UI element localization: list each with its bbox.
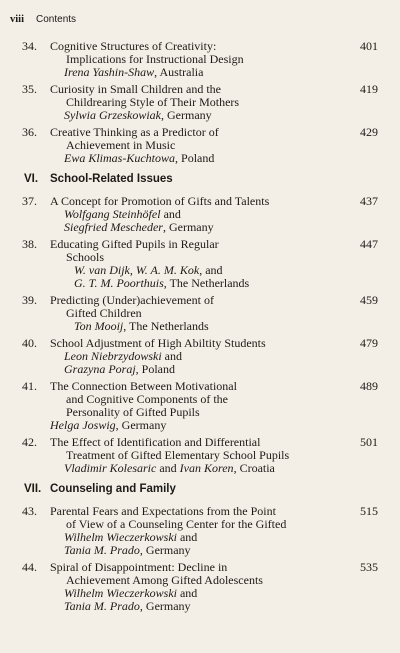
- entry-number: 42.: [22, 435, 37, 449]
- entry-page-number: 459: [360, 293, 378, 307]
- entry-title-line: Predicting (Under)achievement of: [50, 293, 214, 307]
- author-name: Ewa Klimas-Kuchtowa: [64, 151, 176, 165]
- section-heading: [24, 173, 400, 185]
- entry-page-number: 401: [360, 39, 378, 53]
- author-name: Ton Mooij: [74, 319, 124, 333]
- toc-entry: [0, 195, 400, 234]
- entry-title-line: Schools: [66, 250, 105, 264]
- entry-number: 40.: [22, 336, 37, 350]
- author-separator: and: [176, 530, 198, 544]
- author-separator: ,: [139, 543, 146, 557]
- entry-number: 44.: [22, 560, 37, 574]
- toc-entry: [0, 294, 400, 333]
- entry-author-line: [50, 109, 340, 122]
- entry-page-number: 501: [360, 435, 378, 449]
- author-country: Germany: [168, 220, 214, 234]
- author-separator: and: [176, 586, 198, 600]
- entry-number: 37.: [22, 194, 37, 208]
- entry-title-line: Educating Gifted Pupils in Regular: [50, 237, 219, 251]
- author-separator: ,: [162, 220, 169, 234]
- entry-title-line: of View of a Counseling Center for the Gifted: [66, 517, 287, 531]
- entry-title-line: A Concept for Promotion of Gifts and Talents: [50, 194, 270, 208]
- entry-title-block: [50, 238, 340, 290]
- entry-author-line: [50, 277, 340, 290]
- entry-number: 41.: [22, 379, 37, 393]
- author-name: Irena Yashin-Shaw: [64, 65, 155, 79]
- author-country: Australia: [159, 65, 204, 79]
- entry-title-line: The Effect of Identification and Differential: [50, 435, 261, 449]
- author-name: G. T. M. Poorthuis: [74, 276, 164, 290]
- entry-number: 43.: [22, 504, 37, 518]
- entry-author-line: [50, 600, 340, 613]
- entry-title-line: Achievement in Music: [66, 138, 176, 152]
- author-separator: ,: [139, 599, 146, 613]
- entry-author-line: [50, 221, 340, 234]
- entry-author-line: [50, 419, 340, 432]
- author-separator: ,: [163, 276, 170, 290]
- entry-title-block: [50, 561, 340, 613]
- entry-title-line: Curiosity in Small Children and the: [50, 82, 221, 96]
- section-number: VII.: [24, 483, 42, 495]
- entry-page-number: 429: [360, 125, 378, 139]
- entry-title-line: Achievement Among Gifted Adolescents: [66, 573, 263, 587]
- author-country: Germany: [145, 543, 191, 557]
- entry-title-line: School Adjustment of High Abiltity Students: [50, 336, 266, 350]
- entry-title-line: The Connection Between Motivational: [50, 379, 237, 393]
- entry-title-block: [50, 505, 340, 557]
- author-country: Germany: [121, 418, 167, 432]
- author-separator: ,: [161, 108, 167, 122]
- entry-author-line: [50, 152, 340, 165]
- toc-entry: [0, 238, 400, 290]
- entry-title-block: [50, 83, 340, 122]
- entry-title-line: Cognitive Structures of Creativity:: [50, 39, 217, 53]
- entry-title-line: Gifted Children: [66, 306, 142, 320]
- author-name: W. van Dijk, W. A. M. Kok: [74, 263, 200, 277]
- toc-entry: [0, 561, 400, 613]
- entry-title-line: Treatment of Gifted Elementary School Pupils: [66, 448, 290, 462]
- entry-number: 34.: [22, 39, 37, 53]
- toc-entry: [0, 83, 400, 122]
- section-title: Counseling and Family: [50, 483, 176, 495]
- author-separator: ,: [175, 151, 182, 165]
- author-country: , Croatia: [233, 461, 275, 475]
- section-title: School-Related Issues: [50, 173, 173, 185]
- toc-entry: [0, 436, 400, 475]
- entry-title-block: [50, 40, 340, 79]
- entry-number: 35.: [22, 82, 37, 96]
- section-number: VI.: [24, 173, 39, 185]
- running-header: [10, 14, 76, 25]
- section-heading: [24, 483, 400, 495]
- entry-author-line: [50, 320, 340, 333]
- author-name: Leon Niebrzydowski: [64, 349, 162, 363]
- toc-entry: [0, 40, 400, 79]
- entry-author-line: [50, 544, 340, 557]
- author-name: Ivan Koren: [179, 461, 234, 475]
- author-name: Wilhelm Wieczerkowski: [64, 586, 177, 600]
- author-separator: ,: [123, 319, 130, 333]
- entry-title-line: Implications for Instructional Design: [66, 52, 244, 66]
- entry-author-line: [50, 363, 340, 376]
- entry-author-line: [50, 66, 340, 79]
- entry-title-line: Personality of Gifted Pupils: [66, 405, 200, 419]
- entry-title-block: [50, 436, 340, 475]
- author-country: The Netherlands: [169, 276, 250, 290]
- page-folio: viii: [10, 14, 25, 25]
- entry-title-block: [50, 126, 340, 165]
- entry-page-number: 489: [360, 379, 378, 393]
- entry-title-line: Spiral of Disappointment: Decline in: [50, 560, 228, 574]
- entry-title-block: [50, 337, 340, 376]
- author-separator: and: [156, 461, 180, 475]
- author-country: Poland: [181, 151, 215, 165]
- entry-page-number: 479: [360, 336, 378, 350]
- author-name: Wolfgang Steinhöfel: [64, 207, 161, 221]
- author-country: Germany: [145, 599, 191, 613]
- author-separator: and: [161, 349, 182, 363]
- author-separator: ,: [135, 362, 142, 376]
- author-country: The Netherlands: [129, 319, 209, 333]
- entry-page-number: 515: [360, 504, 378, 518]
- author-separator: ,: [154, 65, 160, 79]
- author-name: Tania M. Prado: [64, 599, 140, 613]
- author-name: Wilhelm Wieczerkowski: [64, 530, 177, 544]
- author-country: Germany: [167, 108, 212, 122]
- toc-entry: [0, 505, 400, 557]
- entry-title-block: [50, 380, 340, 432]
- author-separator: ,: [115, 418, 122, 432]
- author-name: Helga Joswig: [50, 418, 116, 432]
- entry-title-block: [50, 294, 340, 333]
- table-of-contents: [0, 40, 400, 617]
- entry-title-line: and Cognitive Components of the: [66, 392, 228, 406]
- entry-page-number: 419: [360, 82, 378, 96]
- entry-title-line: Parental Fears and Expectations from the Point: [50, 504, 276, 518]
- author-separator: and: [160, 207, 181, 221]
- author-name: Tania M. Prado: [64, 543, 140, 557]
- entry-number: 39.: [22, 293, 37, 307]
- author-name: Siegfried Mescheder: [64, 220, 163, 234]
- author-name: Sylwia Grzeskowiak: [64, 108, 161, 122]
- entry-title-line: Childrearing Style of Their Mothers: [66, 95, 240, 109]
- running-title: Contents: [36, 14, 77, 25]
- author-separator: , and: [199, 263, 223, 277]
- entry-title-line: Creative Thinking as a Predictor of: [50, 125, 219, 139]
- toc-entry: [0, 337, 400, 376]
- entry-number: 36.: [22, 125, 37, 139]
- entry-number: 38.: [22, 237, 37, 251]
- author-name: Vladimir Kolesaric: [64, 461, 157, 475]
- author-name: Grazyna Poraj: [64, 362, 136, 376]
- entry-page-number: 437: [360, 194, 378, 208]
- entry-page-number: 535: [360, 560, 378, 574]
- entry-author-line: [50, 462, 340, 475]
- entry-title-block: [50, 195, 340, 234]
- author-country: Poland: [141, 362, 176, 376]
- entry-page-number: 447: [360, 237, 378, 251]
- toc-entry: [0, 380, 400, 432]
- toc-entry: [0, 126, 400, 165]
